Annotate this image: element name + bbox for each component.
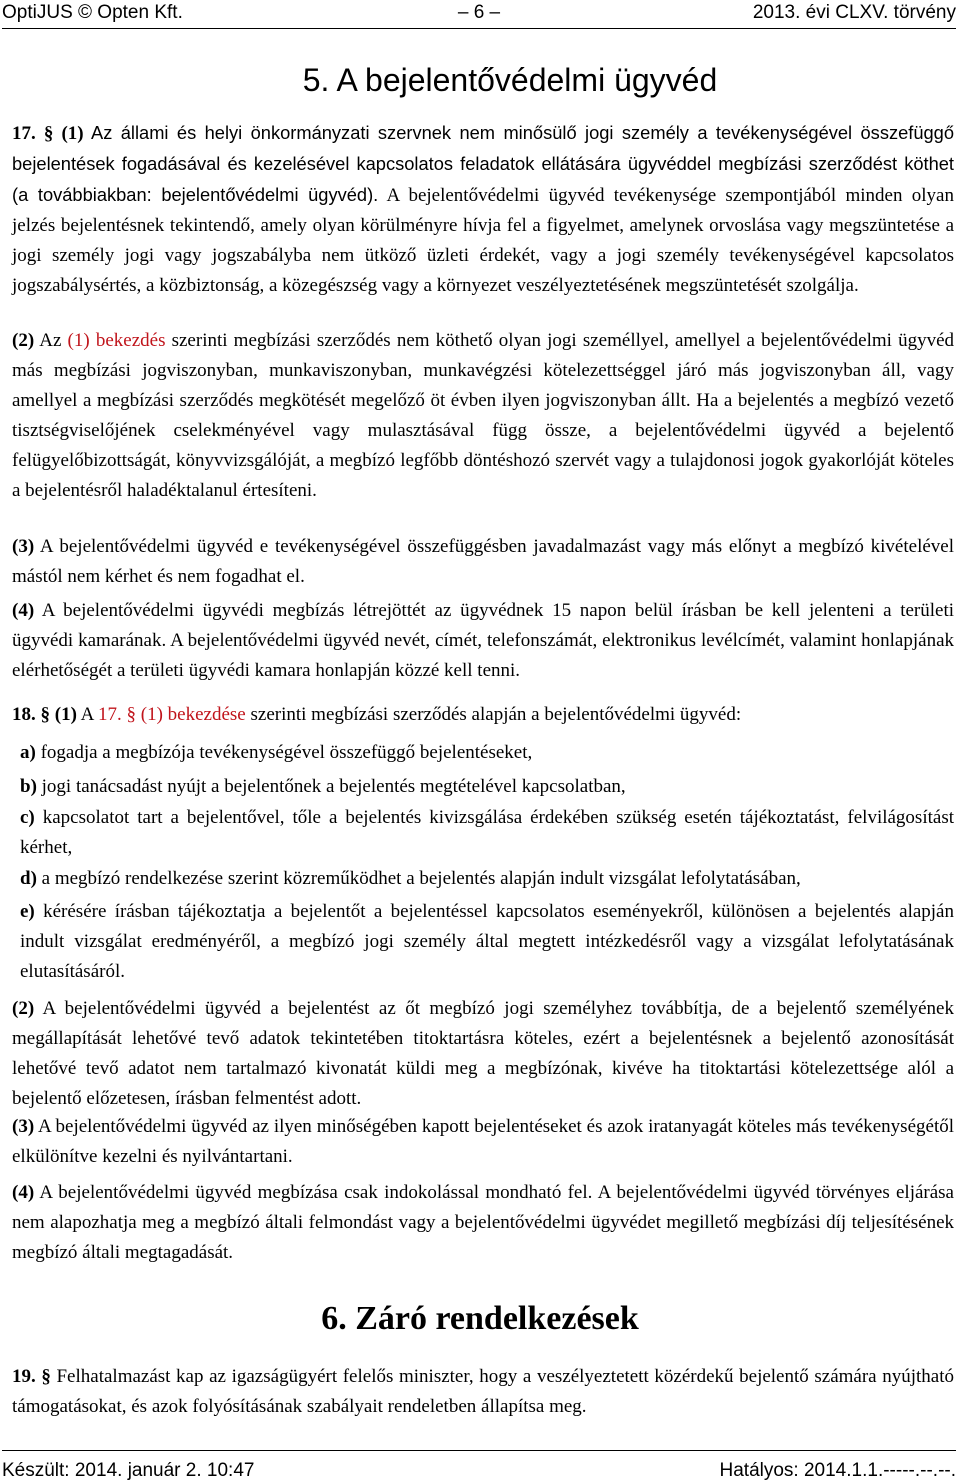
s18-p4-text: A bejelentővédelmi ügyvéd megbízása csak indokolással mondható fel. A bejelentővédelmi ügyvéd törvényes eljárása nem alapozhatja meg a megbízó általi felmondást vagy a bejelentővédelmi ügyvédet megillető megbízási díj teljesítésének megbízó általi megtagadását. (12, 1182, 954, 1263)
s18-section-sign: § (40, 704, 50, 725)
s18-p1-text-a: A (76, 704, 99, 725)
s17-section-sign: § (43, 123, 54, 144)
item-label: d) (20, 868, 37, 889)
s18-reference-link[interactable]: 17. § (1) bekezdése (98, 704, 246, 725)
s17-number: 17. (12, 123, 36, 144)
s18-item-a (20, 738, 954, 768)
item-text: jogi tanácsadást nyújt a bejelentőnek a bejelentés megtételével kapcsolatban, (36, 776, 626, 797)
s17-par-1: (1) (61, 123, 84, 144)
s19-number: 19. (12, 1366, 36, 1387)
item-label: e) (20, 901, 35, 922)
s19-text: Felhatalmazást kap az igazságügyért felelős miniszter, hogy a veszélyeztetett közérdekű bejelentő számára nyújtható támogatásokat, és azok folyósításának szabályait rendeletben állapítsa meg. (12, 1366, 955, 1417)
s17-p1-text-b: A bejelentővédelmi ügyvéd tevékenysége szempontjából minden olyan jelzés bejelentésnek tekintendő, amely olyan körülményre hívja fel a figyelmet, amelynek orvoslása vagy megszüntetése a jogi személy jogi vagy jogszabályba nem ütköző üzleti érdekét, vagy a jogi személy tevékenységével kapcsolatos jogszabálysértés, a közbiztonság, a közegészség vagy a környezet veszélyeztetésének megszüntetését szolgálja. (12, 185, 954, 296)
s17-paragraph-4 (12, 596, 954, 686)
s18-p2-text: A bejelentővédelmi ügyvéd a bejelentést az őt megbízó jogi személyhez továbbítja, de a bejelentő személyének megállapítását lehetővé tevő adatok tekintetében titoktartásra köteles, ezért a bejelentésnek a bejelentő azonosítását lehetővé tevő adatot nem tartalmazó kivonatát küldi meg a megbízónak, kivéve ha titoktartási kötelezettsége alól a bejelentő előzetesen, írásban felmentést adott. (12, 998, 954, 1109)
s17-par-4: (4) (12, 600, 35, 621)
section-5-title: 5. A bejelentővédelmi ügyvéd (302, 62, 718, 98)
s17-p4-text: A bejelentővédelmi ügyvédi megbízás létrejöttét az ügyvédnek 15 napon belül írásban be kell jelenteni a területi ügyvédi kamarának. A bejelentővédelmi ügyvéd nevét, címét, telefonszámát, elektronikus levélcímét, valamint honlapjának elérhetőségét a területi ügyvédi kamara honlapján közzé kell tenni. (12, 600, 954, 681)
footer-effective: Hatályos: 2014.1.1.-----.--.--. (719, 1460, 956, 1481)
section-6-title: 6. Záró rendelkezések (321, 1300, 639, 1337)
s18-par-2: (2) (12, 998, 35, 1019)
s18-item-c (20, 803, 954, 863)
s18-item-e (20, 897, 954, 987)
item-text: kérésére írásban tájékoztatja a bejelentőt a bejelentéssel kapcsolatos eseményekről, különösen a bejelentés alapján indult vizsgálat eredményéről, a megbízó jogi személy által megtett intézkedésről vagy a vizsgálat lefolytatásának elutasításáról. (20, 901, 954, 982)
page-footer (2, 1450, 956, 1484)
s17-par-2: (2) (12, 330, 35, 351)
item-text: a megbízó rendelkezése szerint közreműködhet a bejelentés alapján indult vizsgálat lefolytatásában, (36, 868, 801, 889)
s17-p1-text-a: Az állami és helyi önkormányzati szervnek nem minősülő jogi személy a tevékenységével összefüggő bejelentések fogadásával és kezelésével kapcsolatos feladatok ellátására ügyvéddel megbízási szerződést köthet (a továbbiakban: bejelentővédelmi ügyvéd). (12, 122, 955, 205)
s18-par-1: (1) (54, 704, 77, 725)
s19-section-sign: § (41, 1366, 51, 1387)
s17-p2-text-a: Az (34, 330, 68, 351)
s18-number: 18. (12, 704, 36, 725)
item-text: fogadja a megbízója tevékenységével összefüggő bejelentéseket, (35, 742, 533, 763)
s17-p2-link[interactable]: (1) bekezdés (67, 330, 166, 351)
footer-rule (2, 1450, 956, 1451)
s18-item-b (20, 772, 954, 802)
s17-paragraph-3 (12, 532, 954, 592)
s17-paragraph-2 (12, 326, 954, 506)
s17-paragraph-1 (12, 118, 954, 301)
s18-item-d (20, 864, 954, 894)
page-header (2, 0, 956, 32)
s18-paragraph-2 (12, 994, 954, 1114)
item-label: a) (20, 742, 36, 763)
header-publisher: OptiJUS © Opten Kft. (2, 2, 183, 23)
item-text: kapcsolatot tart a bejelentővel, tőle a bejelentés kivizsgálása érdekében szükség esetén tájékoztatást, felvilágosítást kérhet, (20, 807, 954, 858)
s17-p2-text-b: szerinti megbízási szerződés nem köthető olyan jogi személlyel, amellyel a bejelentővédelmi ügyvéd más megbízási jogviszonyban, munkaviszonyban, munkavégzési kötelezettséggel járó más jogviszonyban áll, vagy amellyel a megbízási szerződés megkötését megelőző öt évben ilyen jogviszonyban állt. Ha a bejelentés a megbízó vezető tisztségviselőjének cselekményével vagy mulasztásával függ össze, a bejelentővédelmi ügyvéd a bejelentő felügyelőbizottságát, könyvvizsgálóját, a megbízó legfőbb döntéshozó szervét vagy a tulajdonosi jogok gyakorlóját köteles a bejelentésről haladéktalanul értesíteni. (12, 330, 955, 501)
s18-p3-text: A bejelentővédelmi ügyvéd az ilyen minőségében kapott bejelentéseket és azok iratanyagát köteles más tevékenységétől elkülönítve kezelni és nyilvántartani. (12, 1116, 954, 1167)
header-page-number: – 6 – (457, 2, 501, 23)
s18-paragraph-4 (12, 1178, 954, 1268)
item-label: c) (20, 807, 35, 828)
s18-paragraph-3 (12, 1112, 954, 1172)
s18-paragraph-1 (12, 700, 954, 730)
footer-created: Készült: 2014. január 2. 10:47 (2, 1460, 255, 1481)
s18-par-3: (3) (12, 1116, 35, 1137)
item-label: b) (20, 776, 37, 797)
s18-p1-text-b: szerinti megbízási szerződés alapján a bejelentővédelmi ügyvéd: (245, 704, 742, 725)
header-law-title: 2013. évi CLXV. törvény (752, 2, 956, 23)
s17-p3-text: A bejelentővédelmi ügyvéd e tevékenységével összefüggésben javadalmazást vagy más előnyt a megbízó kivételével mástól nem kérhet és nem fogadhat el. (12, 536, 954, 587)
s18-par-4: (4) (12, 1182, 35, 1203)
s17-par-3: (3) (12, 536, 35, 557)
s19-paragraph (12, 1362, 954, 1422)
header-rule (2, 28, 956, 29)
